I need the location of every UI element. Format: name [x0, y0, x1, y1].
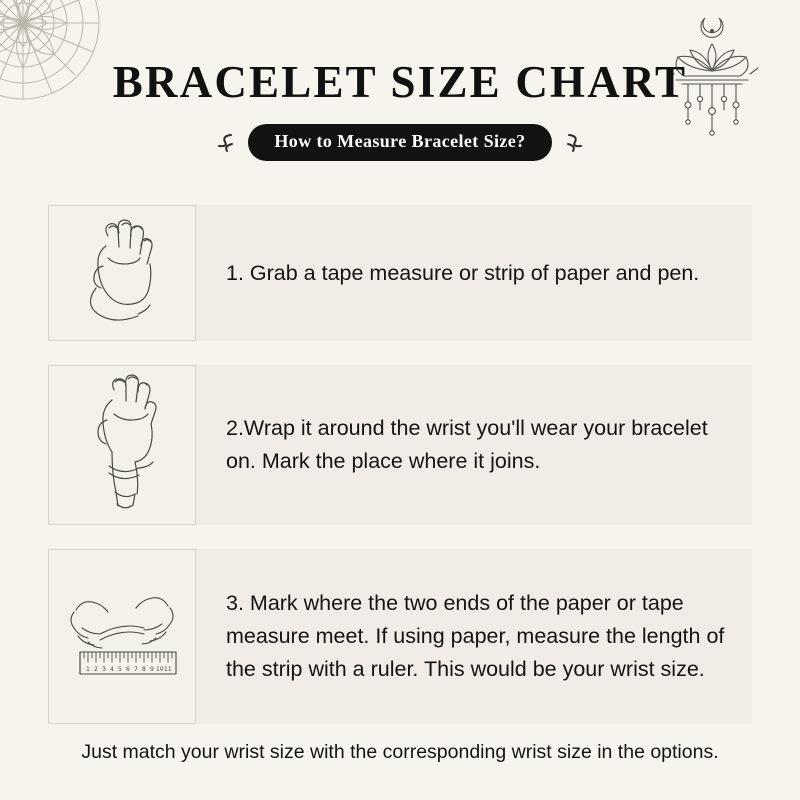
list-item [48, 365, 752, 525]
step-figure-1 [48, 205, 196, 341]
subtitle-pill: How to Measure Bracelet Size? [248, 124, 551, 161]
svg-text:1: 1 [86, 665, 90, 673]
step-text-3: 3. Mark where the two ends of the paper or tape measure meet. If using paper, measure the length of the strip with a ruler. This would be your wrist size. [226, 591, 725, 681]
svg-text:8: 8 [142, 665, 146, 673]
svg-text:2: 2 [94, 665, 98, 673]
svg-text:9: 9 [150, 665, 154, 673]
step-text-2: 2.Wrap it around the wrist you'll wear your bracelet on. Mark the place where it joins. [226, 416, 708, 473]
hand-wrist-wrap-icon [62, 370, 182, 520]
svg-text:5: 5 [118, 665, 122, 673]
step-text-1: 1. Grab a tape measure or strip of paper and pen. [226, 260, 700, 285]
svg-text:7: 7 [134, 665, 138, 673]
svg-text:11: 11 [164, 665, 172, 673]
steps-list [0, 205, 800, 748]
list-item [48, 549, 752, 724]
footer-note: Just match your wrist size with the corresponding wrist size in the options. [81, 741, 719, 763]
flourish-right-icon [564, 130, 590, 156]
hand-fist-with-tape-icon [62, 214, 182, 332]
svg-text:10: 10 [156, 665, 164, 673]
svg-text:4: 4 [110, 665, 114, 673]
svg-text:6: 6 [126, 665, 130, 673]
hands-measuring-ruler-icon [52, 572, 192, 702]
flourish-left-icon [210, 130, 236, 156]
list-item [48, 205, 752, 341]
page-title: BRACELET SIZE CHART [112, 57, 688, 107]
subtitle-row [0, 124, 800, 161]
step-figure-3 [48, 549, 196, 724]
step-figure-2 [48, 365, 196, 525]
svg-text:3: 3 [102, 665, 106, 673]
